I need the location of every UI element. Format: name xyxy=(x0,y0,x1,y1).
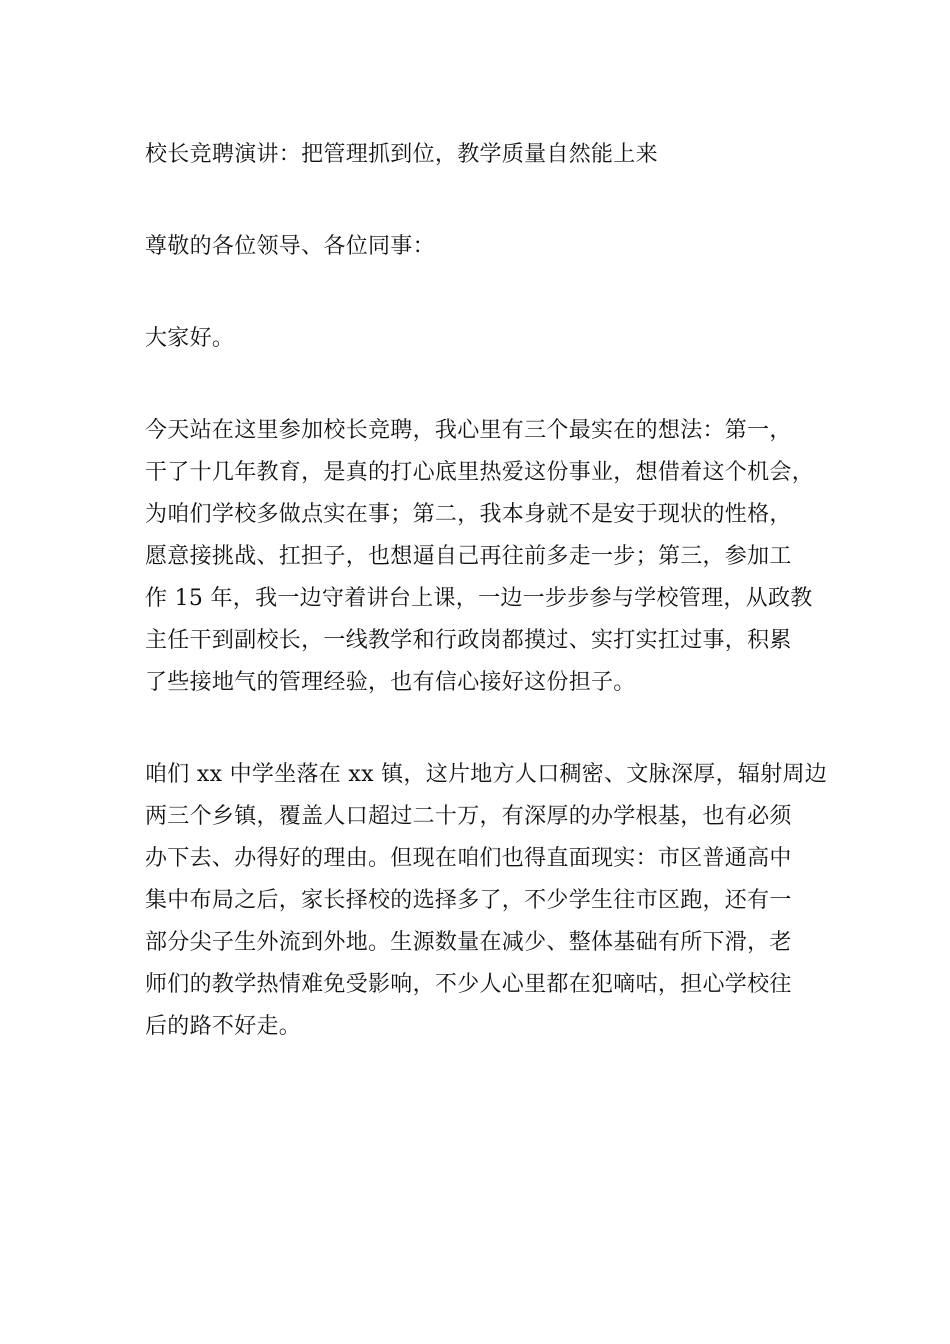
paragraph-line: 干了十几年教育，是真的打心底里热爱这份事业，想借着这个机会， xyxy=(145,460,815,485)
paragraph-line: 了些接地气的管理经验，也有信心接好这份担子。 xyxy=(145,670,636,695)
paragraph-line: 咱们 xx 中学坐落在 xx 镇，这片地方人口稠密、文脉深厚，辐射周边 xyxy=(145,762,828,787)
paragraph-line: 主任干到副校长，一线教学和行政岗都摸过、实打实扛过事，积累 xyxy=(145,628,792,653)
paragraph-line: 部分尖子生外流到外地。生源数量在减少、整体基础有所下滑，老 xyxy=(145,930,792,955)
spacer xyxy=(145,360,835,410)
document-title: 校长竞聘演讲：把管理抓到位，教学质量自然能上来 xyxy=(145,142,658,167)
paragraph-1 xyxy=(145,410,835,704)
paragraph-line: 师们的教学热情难免受影响，不少人心里都在犯嘀咕，担心学校往 xyxy=(145,972,792,997)
spacer xyxy=(145,704,835,754)
paragraph-line: 愿意接挑战、扛担子，也想逼自己再往前多走一步；第三，参加工 xyxy=(145,544,792,569)
paragraph-line: 办下去、办得好的理由。但现在咱们也得直面现实：市区普通高中 xyxy=(145,846,792,871)
paragraph-line: 集中布局之后，家长择校的选择多了，不少学生往市区跑，还有一 xyxy=(145,888,792,913)
paragraph-line: 作 15 年，我一边守着讲台上课，一边一步步参与学校管理，从政教 xyxy=(145,586,813,611)
paragraph-2 xyxy=(145,754,835,1048)
document-body xyxy=(145,134,835,1048)
paragraph-line: 后的路不好走。 xyxy=(145,1014,302,1039)
paragraph-line: 两三个乡镇，覆盖人口超过二十万，有深厚的办学根基，也有必须 xyxy=(145,804,792,829)
spacer xyxy=(145,176,835,226)
paragraph-line: 今天站在这里参加校长竞聘，我心里有三个最实在的想法：第一， xyxy=(145,418,792,443)
greeting: 大家好。 xyxy=(145,326,235,351)
salutation: 尊敬的各位领导、各位同事： xyxy=(145,234,435,259)
spacer xyxy=(145,268,835,318)
paragraph-line: 为咱们学校多做点实在事；第二，我本身就不是安于现状的性格， xyxy=(145,502,792,527)
